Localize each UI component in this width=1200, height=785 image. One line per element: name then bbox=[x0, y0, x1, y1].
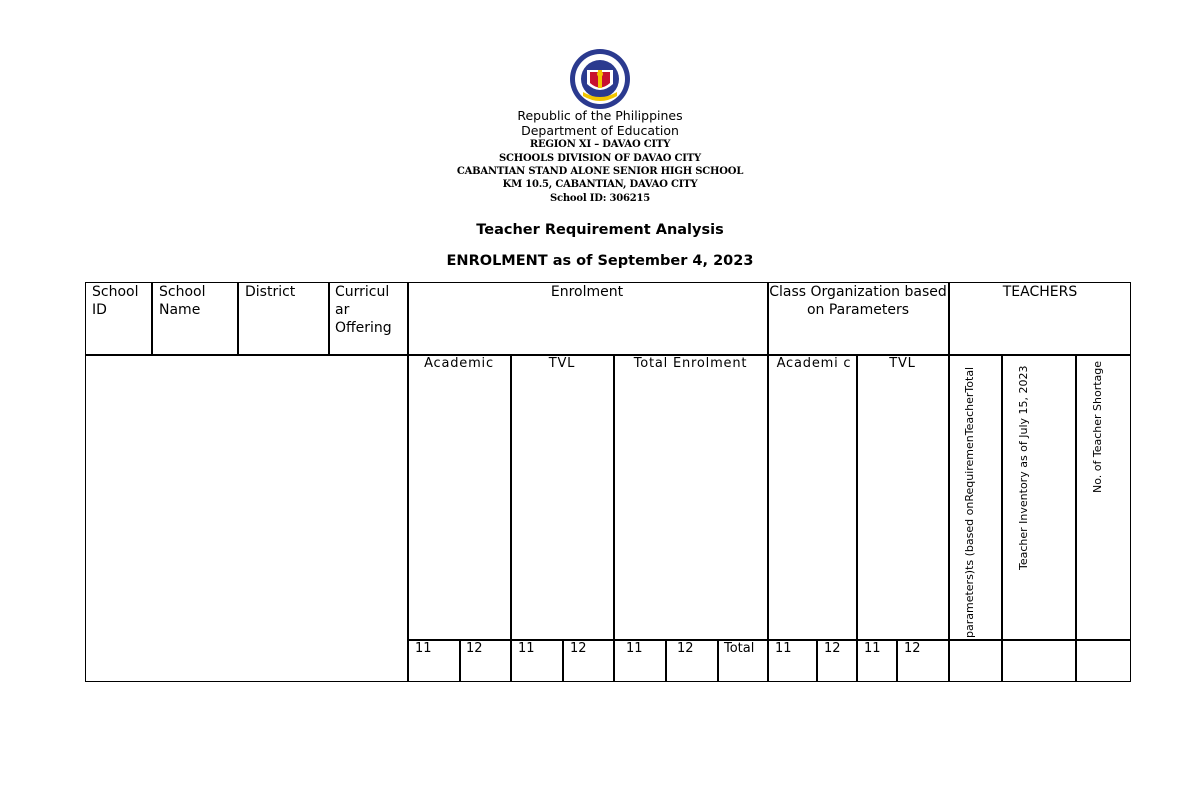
header-address: KM 10.5, CABANTIAN, DAVAO CITY bbox=[502, 179, 698, 190]
class-tvl-grade-12: 12 bbox=[904, 641, 921, 656]
class-tvl-grade-11: 11 bbox=[864, 641, 881, 656]
enrol-academic-grade-12: 12 bbox=[466, 641, 483, 656]
class-academic-grade-12: 12 bbox=[824, 641, 841, 656]
col-school-name: School Name bbox=[159, 284, 206, 318]
col-school-id: School ID bbox=[92, 284, 139, 318]
col-teachers: TEACHERS bbox=[1002, 284, 1078, 300]
header-school-id: School ID: 306215 bbox=[549, 193, 651, 204]
col-enrolment: Enrolment bbox=[550, 284, 624, 300]
col-district: District bbox=[245, 284, 296, 300]
col-curricular-offering: Curricul ar Offering bbox=[335, 284, 392, 336]
class-org-academic: Academi c bbox=[776, 356, 852, 371]
enrol-total-grade-11: 11 bbox=[626, 641, 643, 656]
enrol-tvl-grade-12: 12 bbox=[570, 641, 587, 656]
enrolment-total: Total Enrolment bbox=[633, 356, 748, 371]
enrol-academic-grade-11: 11 bbox=[415, 641, 432, 656]
enrolment-academic: Academic bbox=[424, 356, 494, 371]
teachers-total-requirement: parameters)ts (based onRequiremenTeacherTotal bbox=[963, 366, 976, 638]
deped-seal-logo bbox=[563, 48, 637, 110]
header-school-name: CABANTIAN STAND ALONE SENIOR HIGH SCHOOL bbox=[456, 166, 744, 177]
col-class-organization: Class Organization based on Parameters bbox=[769, 284, 947, 318]
teachers-shortage: No. of Teacher Shortage bbox=[1091, 360, 1104, 493]
enrol-total-grade-12: 12 bbox=[677, 641, 694, 656]
header-division: SCHOOLS DIVISION OF DAVAO CITY bbox=[499, 153, 701, 164]
class-academic-grade-11: 11 bbox=[775, 641, 792, 656]
header-region: REGION XI – DAVAO CITY bbox=[529, 139, 671, 150]
teachers-inventory: Teacher Inventory as of July 15, 2023 bbox=[1017, 365, 1030, 570]
document-title: Teacher Requirement Analysis bbox=[476, 222, 724, 238]
header-republic: Republic of the Philippines bbox=[517, 108, 683, 123]
document-subtitle: ENROLMENT as of September 4, 2023 bbox=[446, 253, 754, 269]
header-department: Department of Education bbox=[521, 123, 679, 138]
enrol-tvl-grade-11: 11 bbox=[518, 641, 535, 656]
enrolment-tvl: TVL bbox=[548, 356, 576, 371]
class-org-tvl: TVL bbox=[889, 356, 916, 371]
enrol-total-all: Total bbox=[724, 641, 755, 656]
